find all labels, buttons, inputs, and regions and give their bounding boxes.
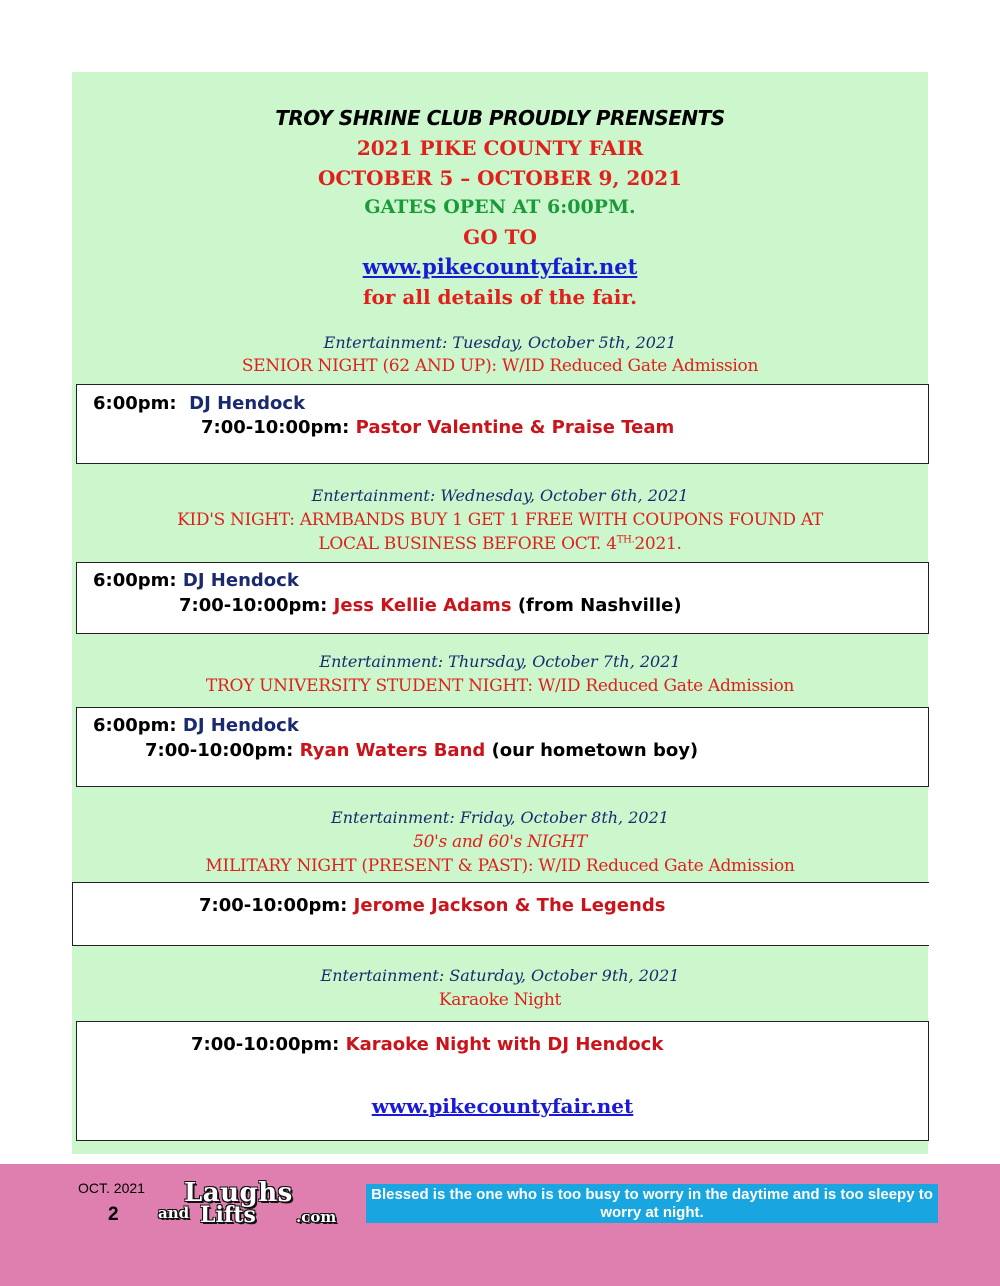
footer-quote: Blessed is the one who is too busy to worry in the daytime and is too sleepy to worry at night.	[366, 1184, 938, 1223]
thursday-schedule-box	[76, 707, 929, 787]
page-footer	[0, 1164, 1000, 1286]
slot-time: 7:00-10:00pm:	[179, 595, 328, 616]
saturday-schedule-box	[76, 1021, 929, 1141]
friday-theme-text: 50's and 60's NIGHT	[413, 832, 587, 852]
saturday-slot-2	[191, 1034, 663, 1055]
event-dates: OCTOBER 5 – OCTOBER 9, 2021	[317, 166, 683, 190]
slot-act: DJ Hendock	[182, 715, 299, 736]
slot-time: 7:00-10:00pm:	[199, 895, 348, 916]
wednesday-slot-1	[93, 570, 299, 591]
slot-act: Ryan Waters Band	[299, 740, 486, 761]
slot-time: 6:00pm:	[93, 715, 177, 736]
slot-act: DJ Hendock	[189, 393, 306, 414]
slot-act: Pastor Valentine & Praise Team	[355, 417, 675, 438]
wednesday-night-line-1: KID'S NIGHT: ARMBANDS BUY 1 GET 1 FREE WITH COUPONS FOUND AT	[177, 510, 823, 530]
slot-time: 7:00-10:00pm:	[201, 417, 350, 438]
slot-act: Karaoke Night with DJ Hendock	[345, 1034, 664, 1055]
slot-note: (from Nashville)	[517, 595, 682, 616]
slot-time: 6:00pm:	[93, 393, 177, 414]
thursday-slot-1	[93, 715, 299, 736]
friday-schedule-box	[72, 882, 929, 946]
go-to-text: GO TO	[463, 225, 537, 249]
details-text: for all details of the fair.	[362, 285, 638, 309]
slot-act: Jess Kellie Adams	[333, 595, 512, 616]
saturday-night-text: Karaoke Night	[438, 990, 562, 1010]
friday-night-text: MILITARY NIGHT (PRESENT & PAST): W/ID Reduced Gate Admission	[205, 856, 795, 876]
slot-time: 7:00-10:00pm:	[145, 740, 294, 761]
thursday-entertainment-heading: Entertainment: Thursday, October 7th, 2021	[319, 652, 681, 671]
slot-note: (our hometown boy)	[491, 740, 699, 761]
tuesday-entertainment-heading: Entertainment: Tuesday, October 5th, 2021	[323, 333, 677, 352]
tuesday-night-text: SENIOR NIGHT (62 AND UP): W/ID Reduced Gate Admission	[241, 356, 759, 376]
website-link[interactable]: www.pikecountyfair.net	[362, 254, 638, 279]
laughs-and-lifts-logo: Laughs and Lifts .com	[158, 1178, 337, 1228]
tuesday-schedule-box	[76, 384, 929, 464]
tuesday-slot-1	[93, 393, 305, 414]
saturday-entertainment-heading: Entertainment: Saturday, October 9th, 2021	[320, 966, 680, 985]
tuesday-slot-2	[201, 417, 674, 438]
slot-act: DJ Hendock	[182, 570, 299, 591]
presenter-heading: TROY SHRINE CLUB PROUDLY PRENSENTS	[275, 106, 725, 130]
wednesday-night-line-2: LOCAL BUSINESS BEFORE OCT. $4^{TH.}2021$.	[318, 534, 682, 554]
slot-time: 7:00-10:00pm:	[191, 1034, 340, 1055]
thursday-night-text: TROY UNIVERSITY STUDENT NIGHT: W/ID Reduced Gate Admission	[205, 676, 795, 696]
thursday-slot-2	[145, 740, 698, 761]
gates-open-text: GATES OPEN AT 6:00PM.	[364, 196, 636, 218]
wednesday-schedule-box	[76, 562, 929, 634]
slot-act: Jerome Jackson & The Legends	[353, 895, 666, 916]
wednesday-slot-2	[179, 595, 682, 616]
friday-entertainment-heading: Entertainment: Friday, October 8th, 2021	[331, 808, 669, 827]
issue-date: OCT. 2021	[78, 1180, 145, 1196]
saturday-website-link[interactable]: www.pikecountyfair.net	[371, 1094, 634, 1118]
wednesday-entertainment-heading: Entertainment: Wednesday, October 6th, 2021	[311, 486, 689, 505]
friday-slot-2	[199, 895, 665, 916]
event-title: 2021 PIKE COUNTY FAIR	[356, 136, 644, 160]
page-number: 2	[108, 1204, 119, 1225]
slot-time: 6:00pm:	[93, 570, 177, 591]
